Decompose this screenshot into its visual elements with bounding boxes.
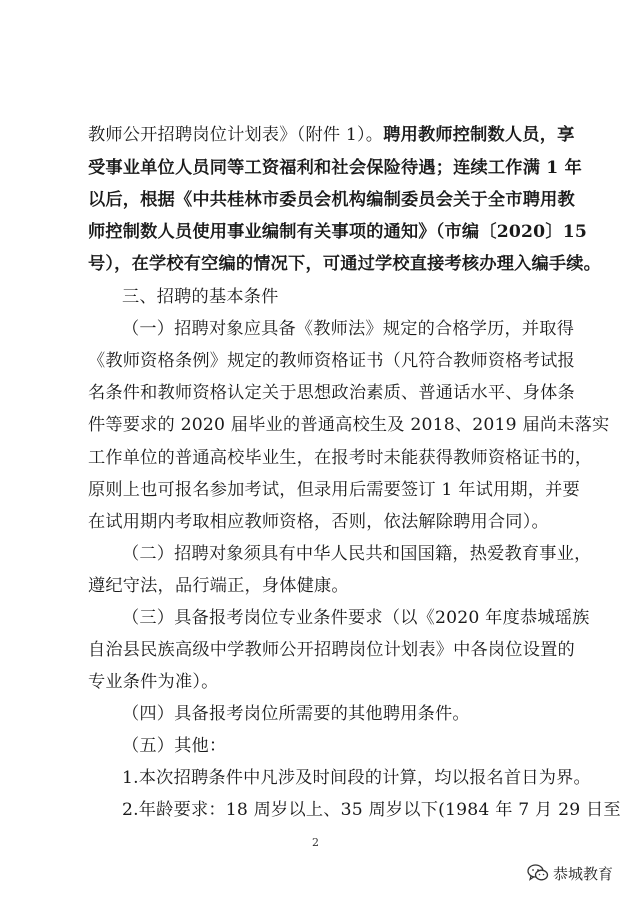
section-heading: 三、招聘的基本条件	[122, 287, 279, 307]
text-line: 师控制数人员使用事业编制有关事项的通知》（市编〔2020〕15	[88, 222, 588, 242]
page-number: 2	[312, 836, 319, 849]
text-line: 件等要求的 2020 届毕业的普通高校生及 2018、2019 届尚未落实	[88, 415, 610, 435]
text-line: 《教师资格条例》规定的教师资格证书（凡符合教师资格考试报	[88, 351, 575, 371]
text-line: 在试用期内考取相应教师资格，否则，依法解除聘用合同）。	[88, 512, 549, 532]
text-line: 专业条件为准）。	[88, 672, 219, 692]
text-line: 工作单位的普通高校毕业生，在报考时未能获得教师资格证书的，	[88, 448, 593, 468]
watermark	[527, 861, 613, 885]
wechat-icon	[527, 864, 549, 882]
text-line: 自治县民族高级中学教师公开招聘岗位计划表》中各岗位设置的	[88, 640, 575, 660]
text-segment: 教师公开招聘岗位计划表》（附件 1）。	[88, 125, 384, 145]
text-line: 受事业单位人员同等工资福利和社会保险待遇；连续工作满 1 年	[88, 158, 582, 178]
text-line: 遵纪守法，品行端正，身体健康。	[88, 576, 349, 596]
text-line: 以后，根据《中共桂林市委员会机构编制委员会关于全市聘用教	[88, 190, 575, 210]
text-line: （一）招聘对象应具备《教师法》规定的合格学历，并取得	[122, 319, 575, 339]
text-line: （三）具备报考岗位专业条件要求（以《2020 年度恭城瑶族	[122, 608, 590, 628]
text-line: 1.本次招聘条件中凡涉及时间段的计算，均以报名首日为界。	[122, 768, 591, 788]
text-line: 号），在学校有空编的情况下，可通过学校直接考核办理入编手续。	[88, 254, 602, 274]
text-line: （五）其他：	[122, 736, 227, 756]
text-line: （二）招聘对象须具有中华人民共和国国籍，热爱教育事业，	[122, 544, 592, 564]
text-line: 名条件和教师资格认定关于思想政治素质、普通话水平、身体条	[88, 383, 575, 403]
bold-text-segment: 聘用教师控制数人员，享	[383, 125, 575, 145]
text-line: （四）具备报考岗位所需要的其他聘用条件。	[122, 704, 470, 724]
text-line	[88, 123, 574, 147]
watermark-label: 恭城教育	[553, 864, 614, 883]
text-line: 原则上也可报名参加考试，但录用后需要签订 1 年试用期，并要	[88, 480, 580, 500]
text-line: 2.年龄要求：18 周岁以上、35 周岁以下(1984 年 7 月 29 日至	[122, 800, 621, 820]
